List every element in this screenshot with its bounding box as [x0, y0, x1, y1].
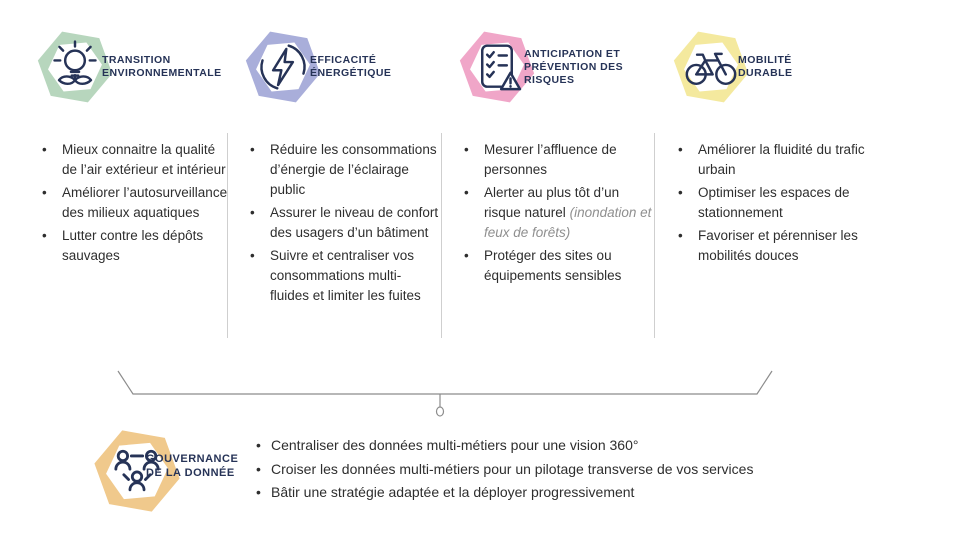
- governance-bullet-list: [256, 434, 836, 505]
- column-title-line1: MOBILITÉ: [738, 54, 792, 66]
- column-title-line2: DURABLE: [738, 67, 793, 79]
- bullet-list: [456, 140, 656, 286]
- bullet-item: [456, 183, 656, 243]
- bullet-item: [242, 246, 440, 306]
- bullet-list: [670, 140, 882, 266]
- bullet-text: Bâtir une stratégie adaptée et la déployer progressivement: [271, 484, 635, 500]
- column-title-line1: TRANSITION: [102, 54, 171, 66]
- column-title-line1: EFFICACITÉ: [310, 54, 377, 66]
- bullet-item: [256, 458, 836, 482]
- brace-connector: [0, 364, 960, 420]
- column-divider: [227, 133, 228, 338]
- column-divider: [441, 133, 442, 338]
- bullet-text: Protéger des sites ou équipements sensibles: [484, 248, 622, 283]
- column-anticipation-prevention-risques: [456, 26, 656, 289]
- governance-title-line1: GOUVERNANCE: [146, 453, 239, 465]
- bullet-note-italic: (inondation et feux de forêts): [484, 205, 652, 240]
- column-header: [456, 26, 656, 108]
- column-mobilite-durable: [670, 26, 882, 269]
- bullet-text: Mieux connaitre la qualité de l’air extérieur et intérieur: [62, 142, 226, 177]
- column-header: [670, 26, 882, 108]
- bullet-item: [456, 140, 656, 180]
- bullet-text: Réduire les consommations d’énergie de l’éclairage public: [270, 142, 437, 197]
- column-title-line2: ÉNERGÉTIQUE: [310, 67, 392, 79]
- column-divider: [654, 133, 655, 338]
- column-efficacite-energetique: [242, 26, 440, 309]
- bullet-item: [256, 434, 836, 458]
- bullet-text: Optimiser les espaces de stationnement: [698, 185, 850, 220]
- bullet-item: [670, 226, 882, 266]
- bullet-text: Améliorer l’autosurveillance des milieux aquatiques: [62, 185, 228, 220]
- bullet-text: Assurer le niveau de confort des usagers d’un bâtiment: [270, 205, 439, 240]
- bullet-item: [456, 246, 656, 286]
- column-header: [242, 26, 440, 108]
- bullet-text: Améliorer la fluidité du trafic urbain: [698, 142, 865, 177]
- column-title: [738, 54, 792, 80]
- bullet-item: [34, 226, 230, 266]
- bullet-item: [242, 140, 440, 200]
- bullet-text: Favoriser et pérenniser les mobilités douces: [698, 228, 858, 263]
- bullet-text: Centraliser des données multi-métiers pour une vision 360°: [271, 437, 639, 453]
- governance-title-line2: DE LA DONNÉE: [146, 466, 235, 479]
- bullet-item: [256, 481, 836, 505]
- bullet-text: Lutter contre les dépôts sauvages: [62, 228, 204, 263]
- bullet-item: [242, 203, 440, 243]
- column-title-line2: PRÉVENTION DES RISQUES: [524, 60, 624, 86]
- bullet-item: [670, 183, 882, 223]
- bullet-text: Suivre et centraliser vos consommations multi-fluides et limiter les fuites: [270, 248, 421, 303]
- bullet-text: Mesurer l’affluence de personnes: [484, 142, 617, 177]
- column-transition-environnementale: [34, 26, 230, 269]
- column-title: [524, 48, 656, 87]
- bullet-list: [34, 140, 230, 266]
- column-title-line2: ENVIRONNEMENTALE: [102, 67, 222, 79]
- governance-title: [146, 453, 238, 480]
- bullet-text: Croiser les données multi-métiers pour un pilotage transverse de vos services: [271, 460, 754, 477]
- column-title: [102, 54, 222, 80]
- bullet-list: [242, 140, 440, 306]
- column-header: [34, 26, 230, 108]
- bullet-item: [34, 183, 230, 223]
- bullet-item: [34, 140, 230, 180]
- bullet-item: [670, 140, 882, 180]
- column-title: [310, 54, 391, 80]
- bullet-text: Alerter au plus tôt d’un risque naturel: [484, 185, 620, 220]
- column-title-line1: ANTICIPATION ET: [524, 47, 621, 60]
